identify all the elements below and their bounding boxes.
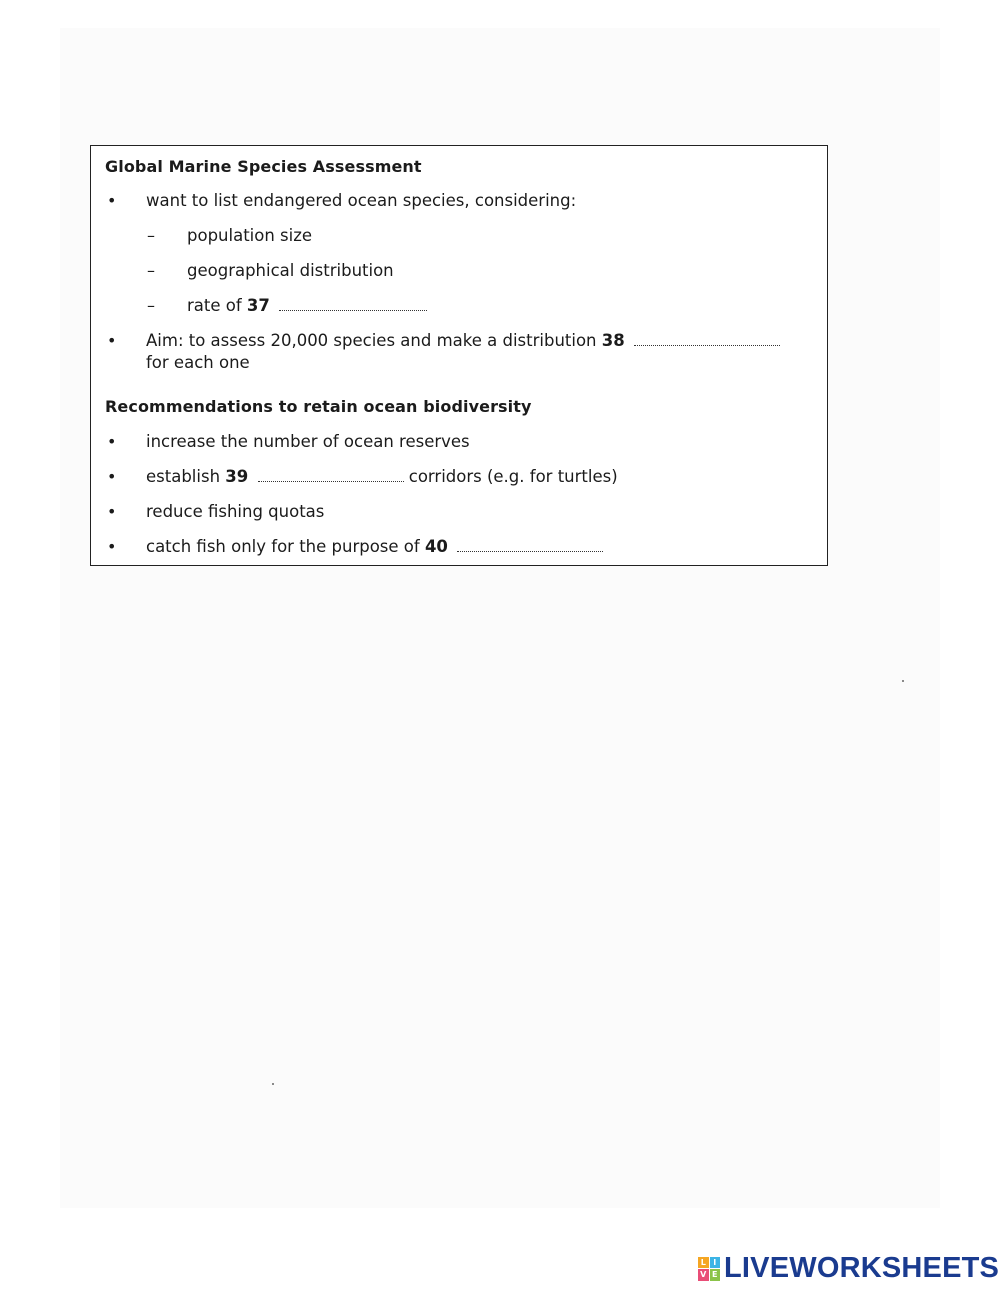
bullet-marker: • (107, 467, 117, 486)
liveworksheets-brand: LIVEWORKSHEETS (724, 1252, 1000, 1284)
section-title-assessment: Global Marine Species Assessment (105, 157, 422, 176)
establish-prefix: establish (146, 467, 221, 486)
scan-speck (902, 680, 904, 682)
answer-37-blank[interactable] (279, 298, 427, 311)
bullet-aim (146, 330, 780, 352)
bullet-marker: • (107, 191, 117, 210)
recommendation-reserves: increase the number of ocean reserves (146, 432, 470, 451)
purpose-prefix: catch fish only for the purpose of (146, 537, 420, 556)
liveworksheets-mark-icon (698, 1257, 720, 1281)
question-40-number: 40 (424, 537, 448, 556)
scan-speck (272, 1083, 274, 1085)
answer-38-blank[interactable] (634, 333, 780, 346)
answer-39-blank[interactable] (258, 469, 404, 482)
bullet-list-species: want to list endangered ocean species, considering: (146, 191, 577, 210)
dash-marker: – (147, 226, 155, 245)
logo-mark-letter: L (698, 1257, 709, 1269)
question-37-number: 37 (246, 296, 270, 315)
sub-item-population: population size (187, 226, 313, 245)
logo-mark-letter: I (710, 1257, 721, 1269)
sub-item-distribution: geographical distribution (187, 261, 394, 280)
recommendation-purpose (146, 536, 603, 558)
logo-mark-letter: V (698, 1269, 709, 1281)
aim-prefix: Aim: to assess 20,000 species and make a distribution (146, 331, 597, 350)
bullet-marker: • (107, 331, 117, 350)
question-38-number: 38 (601, 331, 625, 350)
notes-box (90, 145, 828, 566)
aim-continuation: for each one (146, 353, 250, 372)
logo-mark-letter: E (710, 1269, 721, 1281)
bullet-marker: • (107, 432, 117, 451)
question-39-number: 39 (225, 467, 249, 486)
section-title-recommendations: Recommendations to retain ocean biodiversity (105, 397, 532, 416)
corridors-suffix: corridors (e.g. for turtles) (408, 467, 618, 486)
dash-marker: – (147, 261, 155, 280)
rate-prefix: rate of (187, 296, 242, 315)
bullet-marker: • (107, 502, 117, 521)
recommendation-corridors (146, 466, 618, 488)
bullet-marker: • (107, 537, 117, 556)
recommendation-quotas: reduce fishing quotas (146, 502, 325, 521)
dash-marker: – (147, 296, 155, 315)
sub-item-rate (187, 295, 427, 317)
liveworksheets-logo (698, 1252, 999, 1285)
answer-40-blank[interactable] (457, 539, 603, 552)
